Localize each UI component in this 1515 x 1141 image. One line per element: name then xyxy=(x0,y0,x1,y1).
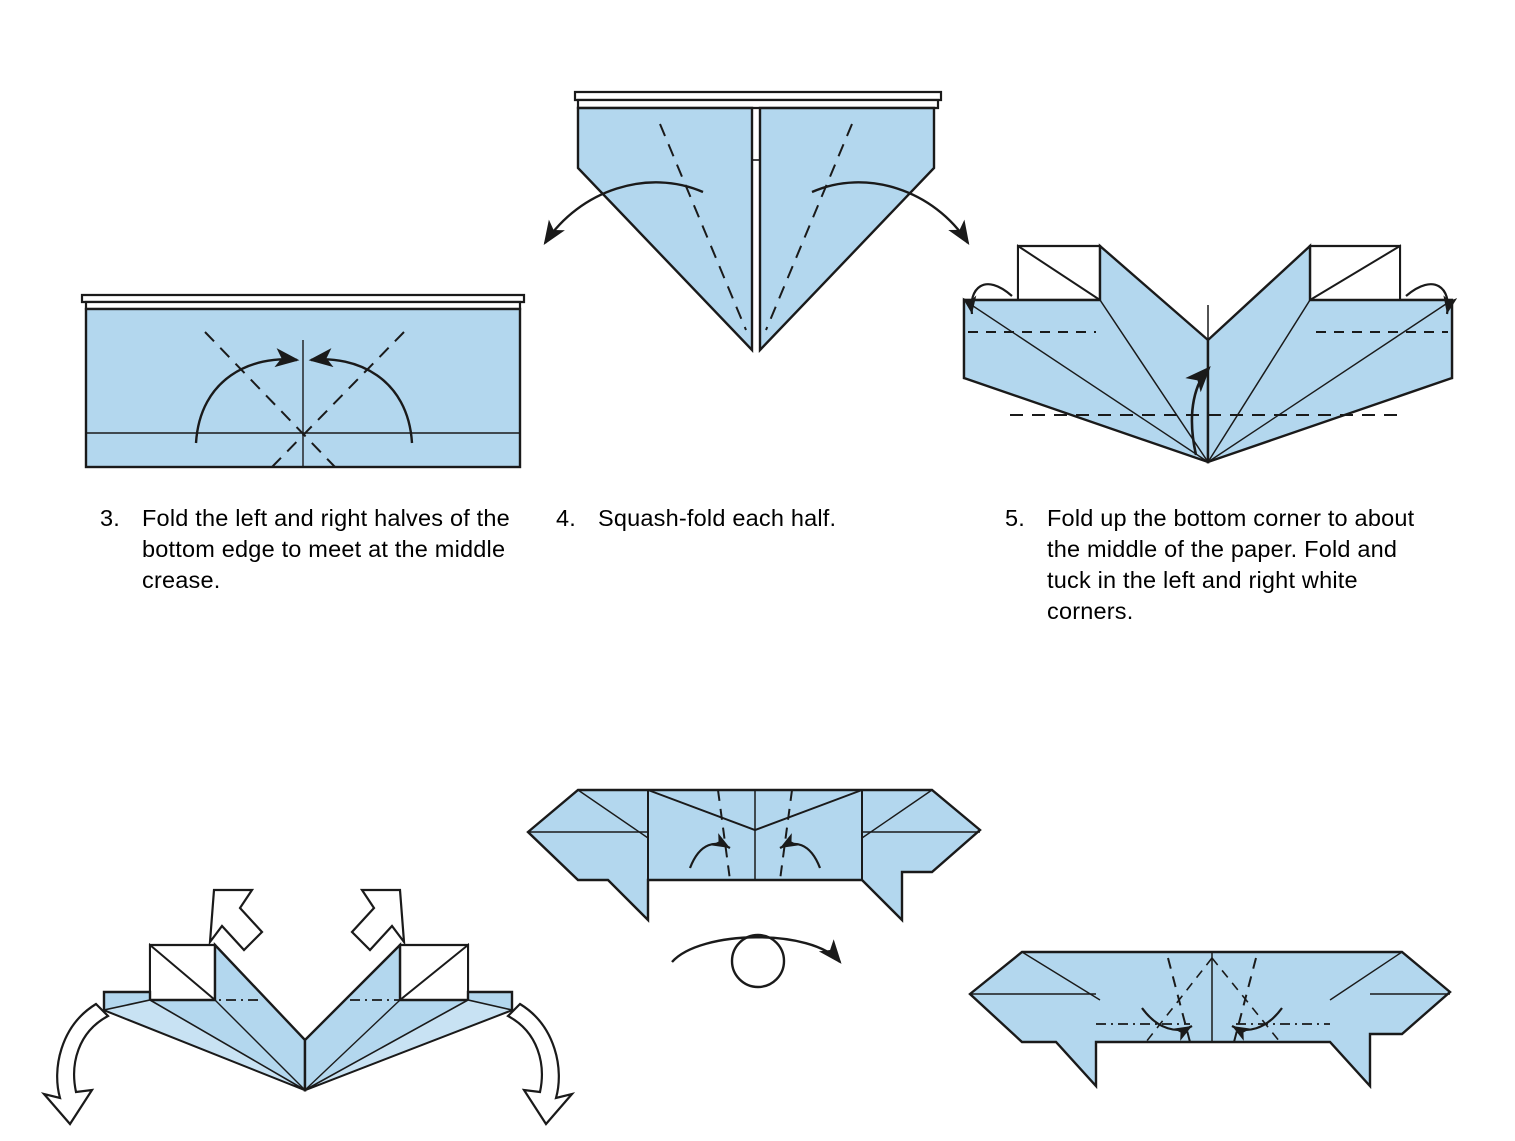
step-caption-3 xyxy=(100,503,530,596)
diagram-step-5 xyxy=(964,246,1452,462)
step-number-3: 3. xyxy=(100,505,120,531)
diagram-step-4 xyxy=(545,92,968,350)
step-number-4: 4. xyxy=(556,505,576,531)
step-text-3: Fold the left and right halves of the bottom edge to meet at the middle crease. xyxy=(142,505,510,593)
diagram-step-6-tuck-corners xyxy=(44,890,572,1124)
step-caption-4 xyxy=(556,503,916,534)
diagram-step-7-fold-wings xyxy=(528,790,980,920)
diagram-step-9-result xyxy=(970,952,1450,1086)
diagram-step-8-turn-over xyxy=(672,935,840,987)
diagram-step-3 xyxy=(82,295,524,467)
step-caption-5 xyxy=(1005,503,1425,627)
step-text-4: Squash-fold each half. xyxy=(598,505,837,531)
step-number-5: 5. xyxy=(1005,505,1025,531)
step-text-5: Fold up the bottom corner to about the middle of the paper. Fold and tuck in the left and right white corners. xyxy=(1047,505,1415,624)
